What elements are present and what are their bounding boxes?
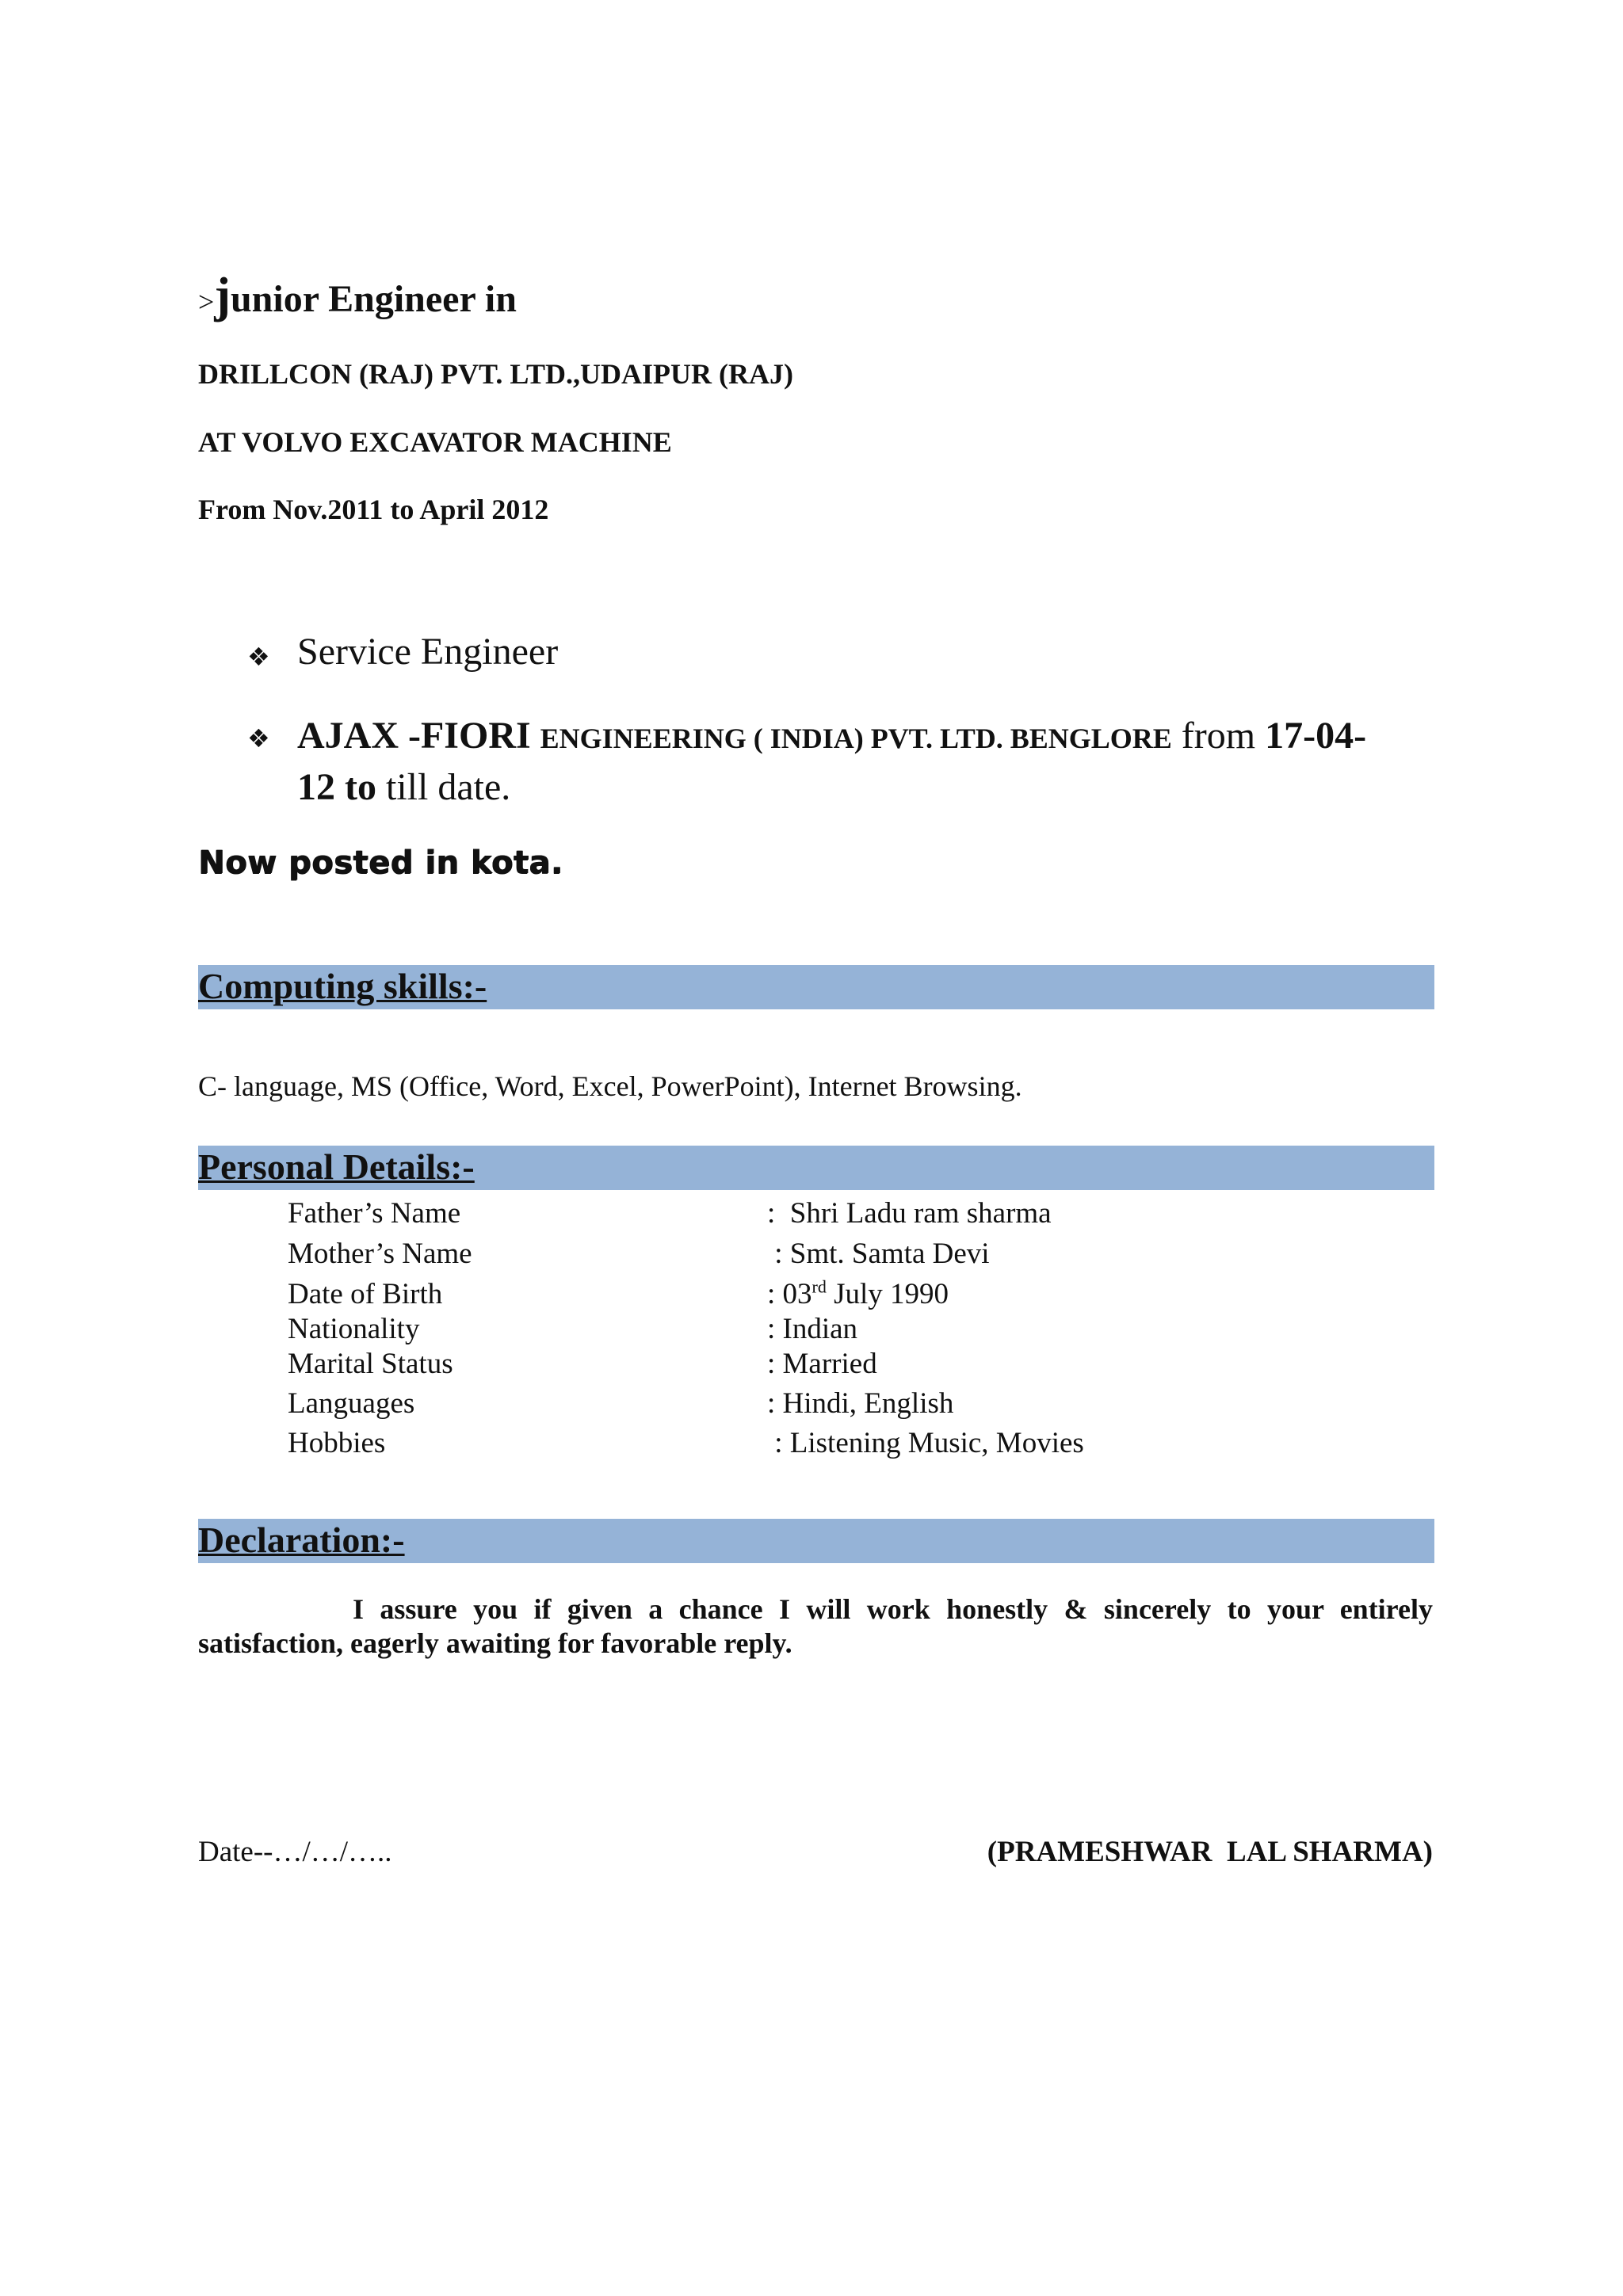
job2-role xyxy=(297,630,558,673)
dob-ordinal: rd xyxy=(812,1276,827,1297)
mothers-name-label: Mother’s Name xyxy=(288,1238,472,1270)
job2-from-date-part1: 17-04- xyxy=(1265,715,1367,757)
hobbies-label: Hobbies xyxy=(288,1427,386,1459)
date-of-birth-value xyxy=(767,1277,949,1311)
job2-from-word: from xyxy=(1181,715,1256,757)
mothers-name-value: : Smt. Samta Devi xyxy=(767,1238,990,1270)
fathers-name-value: : Shri Ladu ram sharma xyxy=(767,1197,1052,1230)
computing-skills-text: C- language, MS (Office, Word, Excel, PowerPoint), Internet Browsing. xyxy=(198,1070,1022,1102)
nationality-value: : Indian xyxy=(767,1313,858,1345)
job1-title-rest: unior Engineer in xyxy=(230,278,517,320)
job1-title-initial: j xyxy=(214,269,231,322)
computing-skills-heading: Computing skills:- xyxy=(198,966,487,1006)
job2-company-block xyxy=(297,711,1366,812)
marital-status-label: Marital Status xyxy=(288,1348,453,1380)
job2-company-rest: ENGINEERING ( INDIA) PVT. LTD. BENGLORE xyxy=(540,723,1172,754)
dob-prefix: : 03 xyxy=(767,1278,812,1310)
job1-period: From Nov.2011 to April 2012 xyxy=(198,494,549,525)
dob-suffix: July 1990 xyxy=(826,1278,949,1310)
hobbies-value: : Listening Music, Movies xyxy=(767,1427,1084,1459)
posting-note: Now posted in kota. xyxy=(198,845,563,881)
job1-machine: AT VOLVO EXCAVATOR MACHINE xyxy=(198,426,672,458)
declaration-heading: Declaration:- xyxy=(198,1520,405,1560)
job1-company: DRILLCON (RAJ) PVT. LTD.,UDAIPUR (RAJ) xyxy=(198,358,794,390)
job1-title xyxy=(198,268,517,324)
fathers-name-label: Father’s Name xyxy=(288,1197,461,1230)
marital-status-value: : Married xyxy=(767,1348,877,1380)
job2-from-date-part2: 12 to xyxy=(297,766,376,808)
job2-till: till date. xyxy=(385,766,511,808)
date-line: Date--…/…/….. xyxy=(198,1836,392,1868)
personal-details-heading: Personal Details:- xyxy=(198,1146,475,1187)
nationality-label: Nationality xyxy=(288,1313,420,1345)
job1-title-prefix: > xyxy=(198,286,215,318)
diamond-bullet-icon: ❖ xyxy=(247,642,270,672)
languages-value: : Hindi, English xyxy=(767,1387,954,1420)
signature-name: (PRAMESHWAR LAL SHARMA) xyxy=(987,1836,1433,1868)
declaration-paragraph xyxy=(198,1592,1433,1661)
date-of-birth-label: Date of Birth xyxy=(288,1278,443,1310)
job2-company-lead: AJAX -FIORI xyxy=(297,715,531,757)
declaration-text: I assure you if given a chance I will work honestly & sincerely to your entirely satisfaction, eagerly awaiting for favorable reply. xyxy=(198,1593,1433,1659)
job2-role-text: Service Engineer xyxy=(297,631,559,673)
languages-label: Languages xyxy=(288,1387,415,1420)
diamond-bullet-icon: ❖ xyxy=(247,723,270,753)
